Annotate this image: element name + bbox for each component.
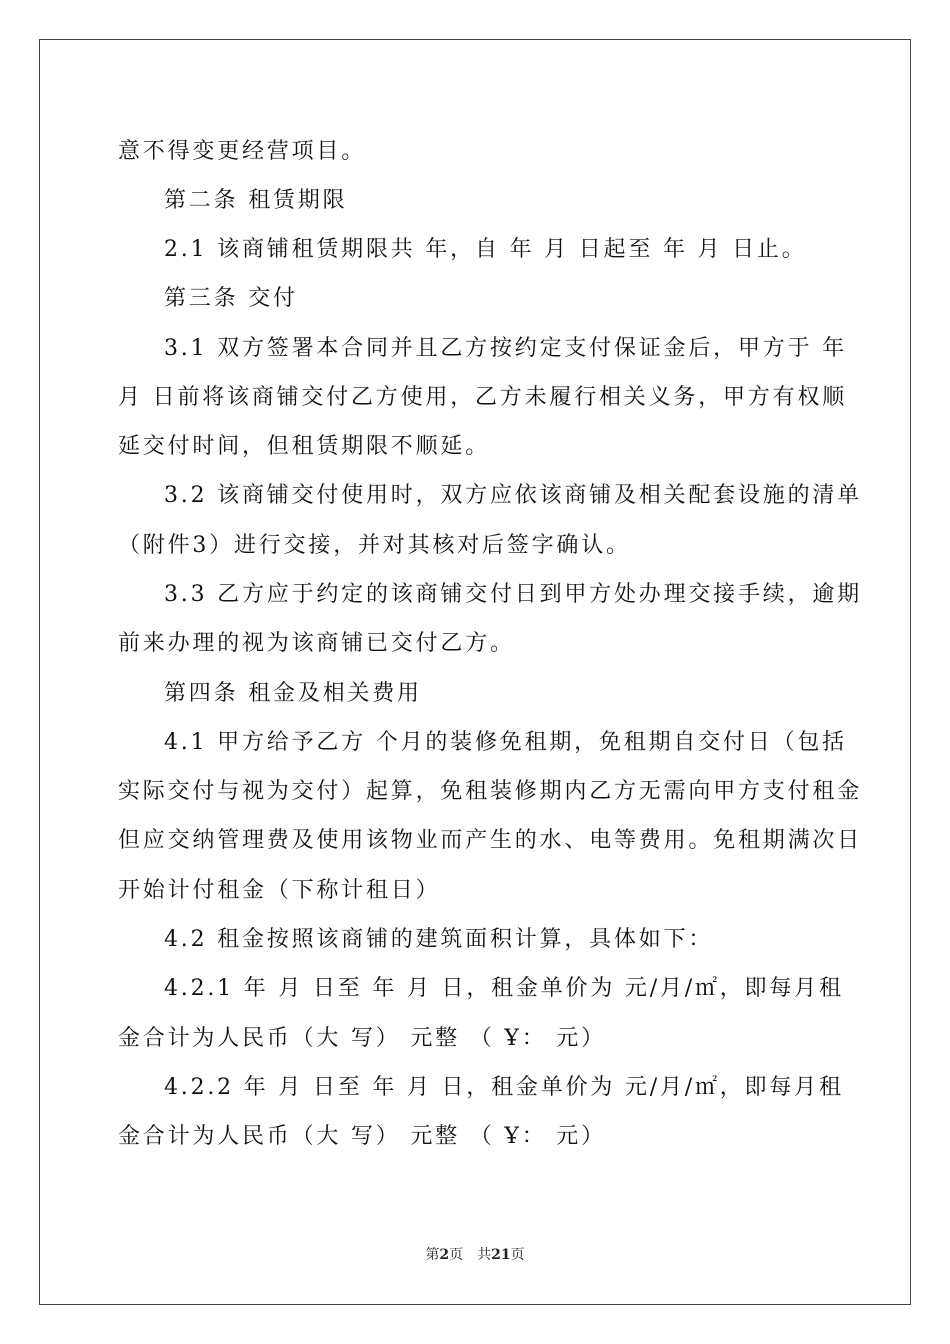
text-line: 开始计付租金（下称计租日） — [118, 878, 441, 903]
text-line: 2.1 该商铺租赁期限共 年，自 年 月 日起至 年 月 日止。 — [164, 237, 807, 262]
text-line: 4.1 甲方给予乙方 个月的装修免租期，免租期自交付日（包括 — [164, 730, 847, 755]
text-line: 意不得变更经营项目。 — [118, 139, 367, 164]
footer-suffix: 页 — [510, 1247, 525, 1263]
text-line: 但应交纳管理费及使用该物业而产生的水、电等费用。免租期满次日 — [118, 828, 863, 853]
section-heading: 第三条 交付 — [164, 286, 298, 311]
text-line: 金合计为人民币（大 写） 元整 （ Ұ： 元） — [118, 1124, 606, 1149]
total-page-count: 21 — [491, 1247, 511, 1263]
text-line: 金合计为人民币（大 写） 元整 （ Ұ： 元） — [118, 1026, 606, 1051]
text-line: 实际交付与视为交付）起算，免租装修期内乙方无需向甲方支付租金 — [118, 779, 863, 804]
page-frame — [39, 39, 911, 1305]
text-line: 4.2.1 年 月 日至 年 月 日，租金单价为 元/月/㎡，即每月租 — [164, 976, 844, 1001]
page-footer — [0, 1244, 950, 1264]
text-line: 前来办理的视为该商铺已交付乙方。 — [118, 631, 515, 656]
footer-prefix: 第 — [425, 1247, 440, 1263]
text-line: 4.2 租金按照该商铺的建筑面积计算，具体如下： — [164, 927, 714, 952]
section-heading: 第二条 租赁期限 — [164, 188, 348, 213]
text-line: 4.2.2 年 月 日至 年 月 日，租金单价为 元/月/㎡，即每月租 — [164, 1075, 844, 1100]
footer-mid: 页 共 — [449, 1247, 492, 1263]
section-heading: 第四条 租金及相关费用 — [164, 681, 422, 706]
current-page-number: 2 — [439, 1247, 450, 1263]
text-line: 3.2 该商铺交付使用时，双方应依该商铺及相关配套设施的清单 — [164, 483, 862, 508]
text-line: 延交付时间，但租赁期限不顺延。 — [118, 434, 491, 459]
text-line: 月 日前将该商铺交付乙方使用，乙方未履行相关义务，甲方有权顺 — [118, 385, 847, 410]
text-line: 3.1 双方签署本合同并且乙方按约定支付保证金后，甲方于 年 — [164, 336, 847, 361]
text-line: （附件3）进行交接，并对其核对后签字确认。 — [118, 533, 631, 558]
text-line: 3.3 乙方应于约定的该商铺交付日到甲方处办理交接手续，逾期 — [164, 582, 862, 607]
